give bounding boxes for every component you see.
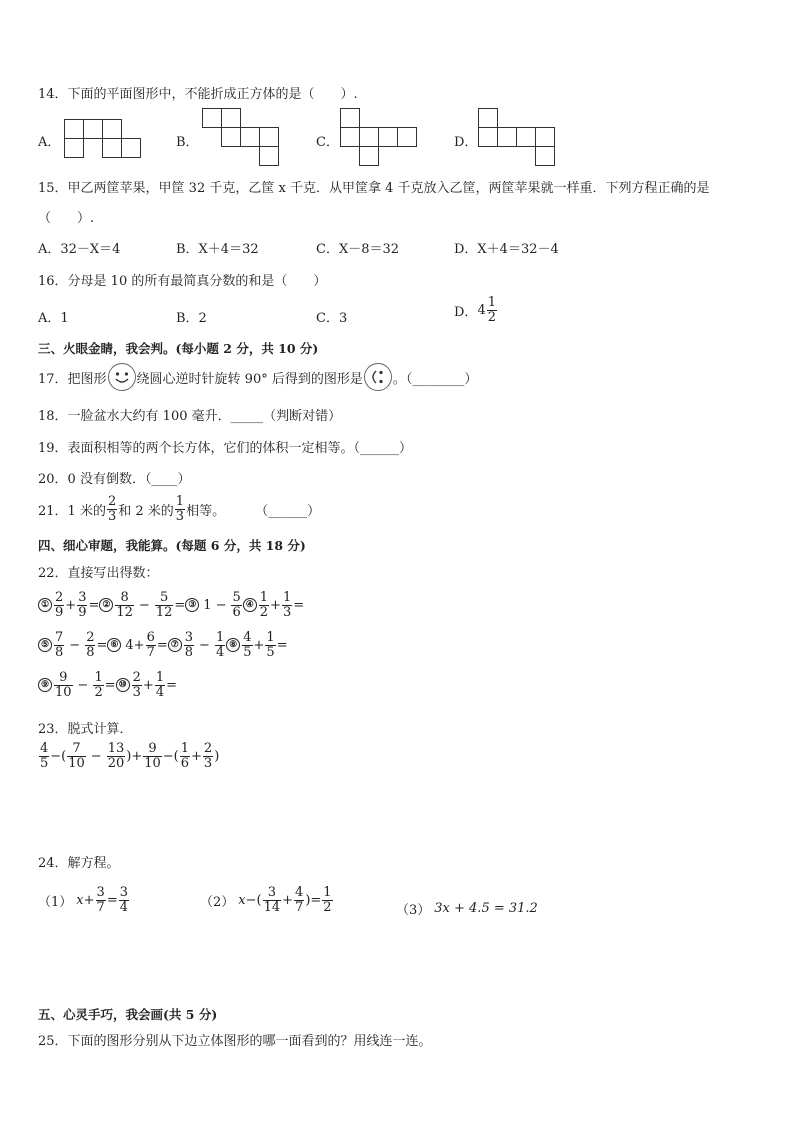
q14-option-b[interactable]: B． (176, 135, 199, 150)
q23-expression: $\frac{4}{5}$ −( $\frac{7}{10}$ − $\frac{13}{20}$ )+ $\frac{9}{10}$ −( $\frac{1}{6}$ + $\frac{2}{3}$ ) (40, 741, 220, 771)
q22-stem: 22．直接写出得数： (38, 566, 159, 581)
q20: 20．0 没有倒数．（____） (38, 472, 191, 487)
q15-stem-line1: 15．甲乙两筐苹果，甲筐 32 千克，乙筐 x 千克．从甲筐拿 4 千克放入乙筐，两筐苹果就一样重．下列方程正确的是 (38, 181, 710, 196)
section-5-title: 五、心灵手巧，我会画(共 5 分) (38, 1007, 218, 1022)
q14-option-a[interactable]: A． (38, 135, 61, 150)
section-3-title: 三、火眼金睛，我会判。(每小题 2 分，共 10 分) (38, 341, 319, 356)
q15-option-b[interactable]: B．X＋4＝32 (176, 242, 259, 257)
q21: 21．1 米的 $\frac{2}{3}$ 和 2 米的 $\frac{1}{3}$ 相等。 （______） (38, 494, 321, 524)
q16-stem: 16．分母是 10 的所有最简真分数的和是（ ） (38, 274, 327, 289)
fraction: $\frac{1}{3}$ (175, 494, 185, 524)
q16-option-b[interactable]: B．2 (176, 311, 207, 326)
q22-row-2: ⑤ $\frac{7}{8}$ − $\frac{2}{8}$ = ⑥ 4 + $\frac{6}{7}$ = ⑦ $\frac{3}{8}$ − $\frac{1}{4}$ ⑧ $\frac{4}{5}$ + $\frac{1}{5}$ = (38, 631, 288, 659)
q15-option-d[interactable]: D．X＋4＝32－4 (454, 242, 559, 257)
q14-option-d[interactable]: D． (454, 135, 478, 150)
q24-eq-3: （3） 3x + 4.5 = 31.2 (396, 901, 538, 918)
q17: 17．把图形 绕圆心逆时针旋转 90° 后得到的图形是 。（________） (38, 362, 477, 392)
q15-option-a[interactable]: A．32－X＝4 (38, 242, 121, 257)
q25: 25．下面的图形分别从下边立体图形的哪一面看到的？用线连一连。 (38, 1034, 432, 1049)
net-a-figure (64, 119, 144, 159)
q15-option-c[interactable]: C．X－8＝32 (316, 242, 400, 257)
q22-row-3: ⑨ $\frac{9}{10}$ − $\frac{1}{2}$ = ⑩ $\frac{2}{3}$ + $\frac{1}{4}$ = (38, 671, 177, 699)
q22-row-1: ① $\frac{2}{9}$ + $\frac{3}{9}$ = ② $\frac{8}{12}$ − $\frac{5}{12}$ = ③ 1 − $\frac{5}{6}$ ④ $\frac{1}{2}$ + $\frac{1}{3}$ = (38, 591, 304, 619)
q14-stem: 14．下面的平面图形中，不能折成正方体的是（ ）. (38, 87, 358, 102)
q16-option-d[interactable]: D． 4 $\frac{1}{2}$ (454, 295, 496, 325)
q19: 19．表面积相等的两个长方体，它们的体积一定相等。（______） (38, 441, 413, 456)
net-d-figure (478, 108, 558, 166)
q24-eq-2: （2） x −( $\frac{3}{14}$ + $\frac{4}{7}$ )= $\frac{1}{2}$ (200, 885, 332, 915)
q16-option-a[interactable]: A．1 (38, 311, 69, 326)
rotated-smiley-icon (363, 362, 393, 392)
net-b-figure (202, 108, 282, 166)
q16-option-c[interactable]: C．3 (316, 311, 348, 326)
smiley-face-icon (107, 362, 137, 392)
q15-stem-line2: （ ）. (38, 211, 95, 226)
q24-eq-1: （1） x + $\frac{3}{7}$ = $\frac{3}{4}$ (38, 885, 128, 915)
section-4-title: 四、细心审题，我能算。(每题 6 分，共 18 分) (38, 538, 306, 553)
q14-option-c[interactable]: C． (316, 135, 339, 150)
net-c-figure (340, 108, 420, 166)
q18: 18．一脸盆水大约有 100 毫升．_____（判断对错） (38, 409, 342, 424)
fraction: $\frac{2}{3}$ (107, 494, 117, 524)
fraction: $\frac{1}{2}$ (487, 295, 496, 325)
q24-stem: 24．解方程。 (38, 856, 120, 871)
q23-stem: 23．脱式计算． (38, 722, 133, 737)
